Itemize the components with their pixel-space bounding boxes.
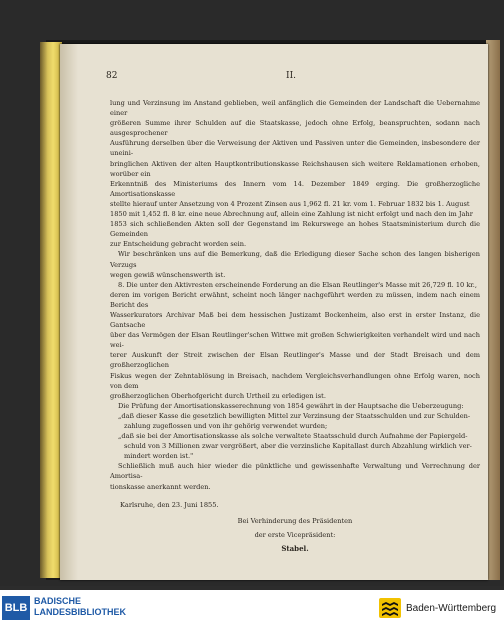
quote-2 [110,431,480,461]
text-line: wegen gewiß wünschenswerth ist. [110,270,226,279]
text-line: stellte hierauf unter Ansetzung von 4 Prozent Zinsen aus 1,962 fl. 21 kr. vom 1. Februar 1832 bis 1. August [110,199,470,208]
paragraph-5 [110,461,480,491]
text-line: Wir beschränken uns auf die Bemerkung, daß die Erledigung dieser Sache schon des langen bisherigen Verzugs [110,250,480,269]
text-line: Wasserkurators Archivar Maß bei dem hessischen Justizamt Bockenheim, also erst in erster Instanz, die Gantsache [110,310,480,330]
text-line: großherzoglichen Oberhofgericht durch Urtheil zu erledigen ist. [110,391,326,400]
blb-logo[interactable]: BLB [2,596,30,620]
paragraph-4 [110,401,480,411]
blb-name-line-2: LANDESBIBLIOTHEK [34,607,126,617]
text-line: über das Vermögen der Elsan Reutlinger'schen Wittwe mit großen Schwierigkeiten verhandelt wird und nach wei- [110,331,480,350]
text-line: terer Auskunft der Streit zwischen der Elsan Reutlinger's Masse und der Stadt Breisach und dem großherzoglichen [110,351,480,370]
page-header [106,70,296,82]
text-line: bringlichen Aktiven der alten Hauptkontributionskasse Reichshausen sich weitere Reklamationen erhoben, worüber ein [110,159,480,178]
text-line: Die Prüfung der Amortisationskasserechnung von 1854 gewährt in der Hauptsache die Ueberzeugung: [118,401,464,410]
quote-1 [110,411,480,431]
signature-line-2: der erste Vicepräsident: [254,530,336,539]
page-number: 82 [106,71,118,81]
text-line: Schließlich muß auch hier wieder die pünktliche und gewissenhafte Verwaltung und Verrechnung der Amortisa- [110,462,480,481]
text-line: deren im vorigen Bericht erwähnt, scheint noch länger nachgeführt werden zu müssen, indem nach einem Bericht des [110,290,480,309]
blb-name[interactable] [34,596,126,618]
baden-wuerttemberg-label[interactable]: Baden-Württemberg [406,603,497,614]
page-gutter [60,44,78,580]
page-text [106,70,480,554]
text-line: mindert worden ist." [124,452,194,461]
text-line: Erkenntniß des Ministeriums des Innern vom 14. Dezember 1849 erging. Die großherzogliche Amortisationskasse [110,179,480,198]
signature-name: Stabel. [281,543,309,553]
book-edge [486,40,500,580]
paragraph-2 [110,249,480,279]
baden-wuerttemberg-crest-icon[interactable] [378,596,402,620]
text-line: zur Entscheidung gebracht worden sein. [110,240,247,249]
text-line: größeren Summe ihrer Schulden auf die Staatskasse, jedoch ohne Erfolg, beanspruchten, sodann nach ausgesprochener [110,119,480,138]
text-line: 8. Die unter den Aktivresten erscheinende Forderung an die Elsan Reutlinger's Masse mit 26,729 fl. 10 kr., [118,280,477,289]
book-spine [40,42,62,578]
text-line: Fiskus wegen der Zehntablösung in Breisach, nachdem Vergleichsverhandlungen ohne Erfolg waren, noch von dem [110,371,480,390]
text-line: „daß sie bei der Amortisationskasse als solche verwaltete Staatsschuld durch Aufnahme der Papiergeld- [118,432,468,441]
text-line: „daß dieser Kasse die gesetzlich bewilligten Mittel zur Verzinsung der Staatsschulden und zur Schulden- [118,411,471,420]
text-line: zahlung zugeflossen und von ihr gehörig verwendet wurden; [124,422,328,430]
text-line: 1853 sich schließenden Akten soll der Gegenstand im Rekurswege an hohes Staatsministerium durch die Gemeinden [110,220,480,239]
signature-line-1: Bei Verhinderung des Präsidenten [237,516,353,525]
text-line: tionskasse anerkannt werden. [110,482,211,491]
paragraph-1 [110,98,480,249]
blb-name-line-1: BADISCHE [34,596,82,606]
text-line: schuld von 3 Millionen zwar vergrößert, aber die verzinsliche Kapitallast durch Abzahlung wirklich ver- [124,442,472,451]
date-line: Karlsruhe, den 23. Juni 1855. [120,500,219,509]
text-line: Ausführung derselben über die Verweisung der Aktiven und Passiven unter die Gemeinden, insbesondere der uneini- [110,139,480,158]
text-line: 1850 mit 1,452 fl. 8 kr. eine neue Abrechnung auf, allein eine Zahlung ist nicht erfolgt und nach den im Jahr [110,210,473,219]
section-number: II. [286,71,296,81]
paragraph-3 [110,280,480,401]
text-line: lung und Verzinsung im Anstand geblieben, weil anfänglich die Gemeinden der Landschaft die Uebernahme einer [110,99,480,118]
